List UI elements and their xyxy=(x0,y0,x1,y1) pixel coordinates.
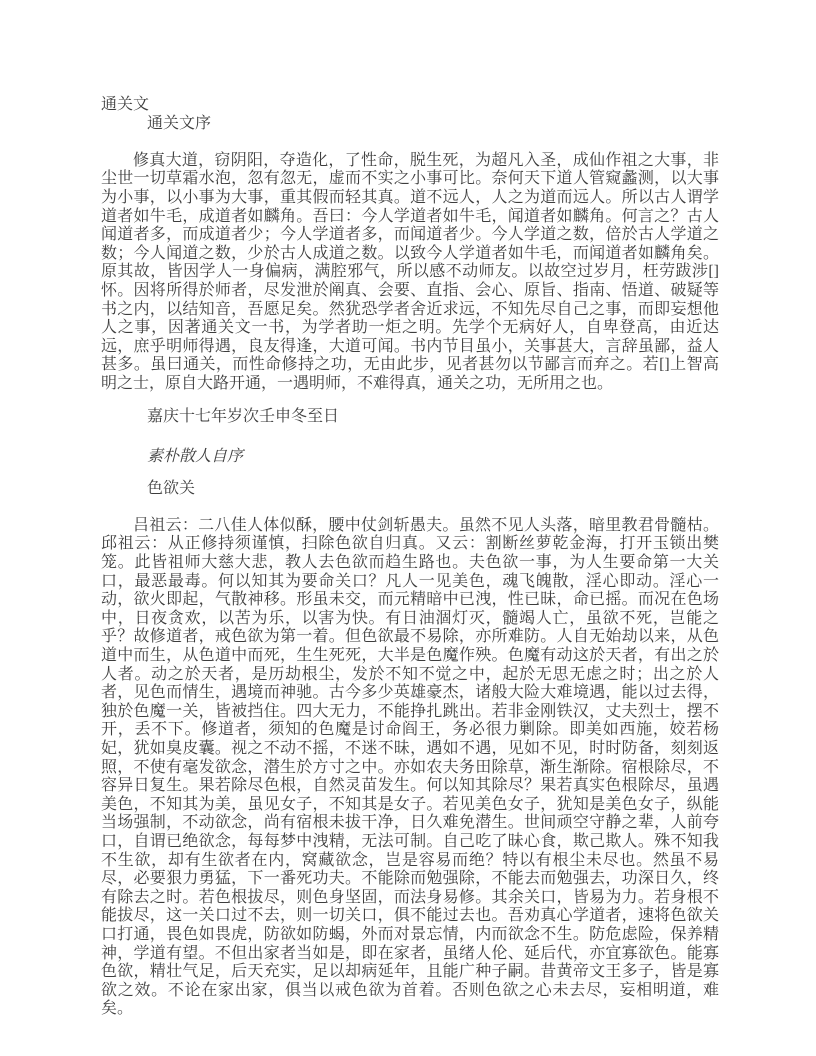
preface-paragraph: 修真大道，窃阴阳，夺造化，了性命，脱生死，为超凡入圣，成仙作祖之大事，非尘世一切草霜水泡，忽有忽无，虚而不实之小事可比。奈何天下道人管窥蠡测，以大事为小事，以小事为大事，重其假而轻其真。道不远人，人之为道而远人。所以古人谓学道者如牛毛，成道者如麟角。吾曰：今人学道者如牛毛，闻道者如麟角。何言之？古人闻道者多，而成道者少；今人学道者多，而闻道者少。今人学道之数，倍於古人学道之数；今人闻道之数，少於古人成道之数。以致今人学道者如牛毛，而闻道者如麟角矣。原其故，皆因学人一身偏病，满腔邪气，所以感不动师友。以故空过岁月，枉劳跋涉[]怀。因将所得於师者，尽发泄於阐真、会要、直指、会心、原旨、指南、悟道、破疑等书之内，以结知音，吾愿足矣。然犹恐学者舍近求远，不知先尽自己之事，而即妄想他人之事，因著通关文一书，为学者助一炬之明。先学个无病好人，自卑登高，由近达远，庶乎明师得遇，良友得逢，大道可闻。书内节目虽小，关事甚大，言辞虽鄙，益人甚多。虽曰通关，而性命修持之功，无由此步，见者甚勿以节鄙言而弃之。若[]上智高明之士，原自大路开通，一遇明师，不难得真，通关之功，无所用之也。 xyxy=(101,151,719,392)
document-title: 通关文 xyxy=(101,96,150,113)
chapter-body-paragraph: 吕祖云：二八佳人体似酥，腰中仗剑斩愚夫。虽然不见人头落，暗里教君骨髓枯。邱祖云：从正修持须谨慎，扫除色欲自归真。又云：割断丝萝乾金海，打开玉锁出樊笼。此皆祖师大慈大悲，教人去色欲而趋生路也。夫色欲一事，为人生要命第一大关口，最恶最毒。何以知其为要命关口？凡人一见美色，魂飞魄散，淫心即动。淫心一动，欲火即起，气散神移。形虽未交，而元精暗中已洩，性已昧，命已摇。而况在色场中，日夜贪欢，以苦为乐，以害为快。有日油涸灯灭，髓竭人亡，虽欲不死，岂能之乎？故修道者，戒色欲为第一着。但色欲最不易除，亦所难防。人自无始劫以来，从色道中而生，从色道中而死，生生死死，大半是色魔作殃。色魔有动这於天者，有出之於人者。动之於天者，是历劫根尘，发於不知不觉之中，起於无思无虑之时；出之於人者，见色而情生，遇境而神驰。古今多少英雄豪杰，诸般大险大难境遇，能以过去得，独於色魔一关，皆被挡住。四大无力，不能挣扎跳出。若非金刚铁汉，丈夫烈士，摆不开，丢不下。修道者，须知的色魔是讨命阎王，务必很力剿除。即美如西施，姣若杨妃，犹如臭皮囊。视之不动不摇，不迷不昧，遇如不遇，见如不见，时时防备，刻刻返照，不使有毫发欲念，潜生於方寸之中。亦如农夫务田除草，渐生渐除。宿根除尽，不容异日复生。果若除尽色根，自然灵苗发生。何以知其除尽？果若真实色根除尽，虽遇美色，不知其为美，虽见女子，不知其是女子。若见美色女子，犹知是美色女子，纵能当场强制，不动欲念，尚有宿根未拔干净，日久难免潜生。世间顽空守静之辈，人前夸口，自谓已绝欲念，每每梦中洩精，无法可制。自己吃了昧心食，欺己欺人。殊不知我不生欲，却有生欲者在内，窝藏欲念，岂是容易而绝？特以有根尘未尽也。然虽不易尽，必要狠力勇猛，下一番死功夫。不能除而勉强除，不能去而勉强去，功深日久，终有除去之时。若色根拔尽，则色身坚固，而法身易修。其余关口，皆易为力。若身根不能拔尽，这一关口过不去，则一切关口，俱不能过去也。吾劝真心学道者，速将色欲关口打通，畏色如畏虎，防欲如防蝎，外而对景忘情，内而欲念不生。防危虑险，保养精神，学道有望。不但出家者当如是，即在家者，虽绪人伦、延后代，亦宜寡欲色。能寡色欲，精壮气足，后天充实，足以却病延年，且能广种子嗣。昔黄帝文王多子，皆是寡欲之效。不论在家出家，俱当以戒色欲为首着。否则色欲之心未去尽，妄相明道，难矣。 xyxy=(101,516,719,1018)
chapter-title: 色欲关 xyxy=(147,479,196,497)
document-subtitle: 通关文序 xyxy=(147,114,212,132)
author-signature: 素朴散人自序 xyxy=(147,448,244,466)
date-line: 嘉庆十七年岁次壬申冬至日 xyxy=(147,407,340,425)
